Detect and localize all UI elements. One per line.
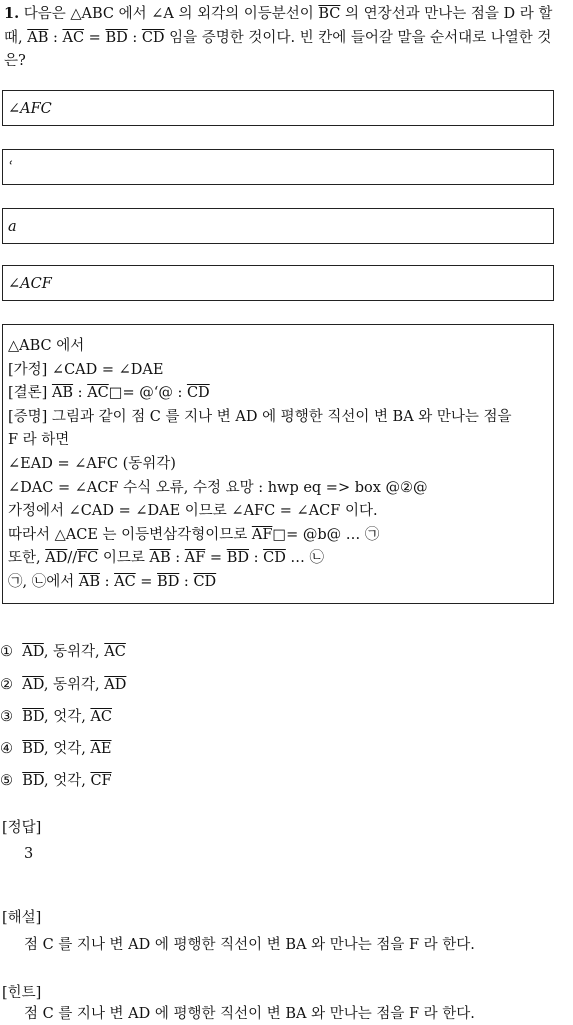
proof-step: 따라서 △ACE 는 이등변삼각형이므로 $\overline{AF}□=$ @b@ … ㉠ bbox=[8, 526, 380, 543]
hint-text: 점 C 를 지나 변 AD 에 평행한 직선이 변 BA 와 만나는 점을 F 라 한다. bbox=[24, 1006, 475, 1022]
proof-step: 또한, $\overline{AD}//\overline{FC}$ 이므로 $\overline{AB}$ : $\overline{AF} = \overline{BD}$ : $\overline{CD}$ … ㉡ bbox=[8, 550, 325, 567]
answer-box-2: ʿ bbox=[2, 149, 554, 185]
choice-5[interactable]: ⑤ $\overline{BD}$, 엇각, $\overline{CF}$ bbox=[0, 773, 112, 789]
question-text: 1. 다음은 △ABC 에서 ∠A 의 외각의 이등분선이 $\overline{BC}$ 의 연장선과 만나는 점을 D 라 할 때, $\overline{AB}$ : $\overline{AC} = \overline{BD}$ : $\overline{CD}$ 임을 증명한 것이다. 빈 칸에 들어갈 말을 순서대로 나열한 것은? bbox=[4, 5, 553, 69]
proof-step: ∠EAD = ∠AFC (동위각) bbox=[8, 455, 176, 472]
choice-4[interactable]: ④ $\overline{BD}$, 엇각, $\overline{AE}$ bbox=[0, 741, 112, 757]
proof-step: F 라 하면 bbox=[8, 432, 70, 449]
explanation-text: 점 C 를 지나 변 AD 에 평행한 직선이 변 BA 와 만나는 점을 F 라 한다. bbox=[24, 937, 475, 953]
proof-step: [증명] 그림과 같이 점 C 를 지나 변 AD 에 평행한 직선이 변 BA 와 만나는 점을 bbox=[8, 408, 512, 425]
explanation-label: [해설] bbox=[2, 910, 42, 926]
choice-3[interactable]: ③ $\overline{BD}$, 엇각, $\overline{AC}$ bbox=[0, 709, 113, 725]
hint-label: [힌트] bbox=[2, 985, 42, 1001]
proof-step: ㉠, ㉡에서 $\overline{AB}$ : $\overline{AC} = \overline{BD}$ : $\overline{CD}$ bbox=[8, 573, 217, 590]
proof-step: 가정에서 ∠CAD = ∠DAE 이므로 ∠AFC = ∠ACF 이다. bbox=[8, 503, 378, 520]
question-number: 1. bbox=[4, 5, 20, 22]
answer-box-4: ∠ACF bbox=[2, 265, 554, 301]
choice-2[interactable]: ② $\overline{AD}$, 동위각, $\overline{AD}$ bbox=[0, 677, 127, 693]
answer-box-3: a bbox=[2, 208, 554, 244]
answer-value: 3 bbox=[24, 846, 34, 862]
proof-assumption: [가정] ∠CAD = ∠DAE bbox=[8, 361, 164, 378]
proof-step: ∠DAC = ∠ACF 수식 오류, 수정 요망 : hwp eq => box @②@ bbox=[8, 479, 428, 496]
answer-box-1: ∠AFC bbox=[2, 90, 554, 126]
proof-box bbox=[2, 324, 554, 604]
choice-1[interactable]: ① $\overline{AD}$, 동위각, $\overline{AC}$ bbox=[0, 644, 126, 660]
proof-line: △ABC 에서 bbox=[8, 338, 85, 354]
answer-label: [정답] bbox=[2, 820, 42, 836]
proof-conclusion: [결론] $\overline{AB}$ : $\overline{AC}□=$ @‘@ : $\overline{CD}$ bbox=[8, 385, 210, 402]
